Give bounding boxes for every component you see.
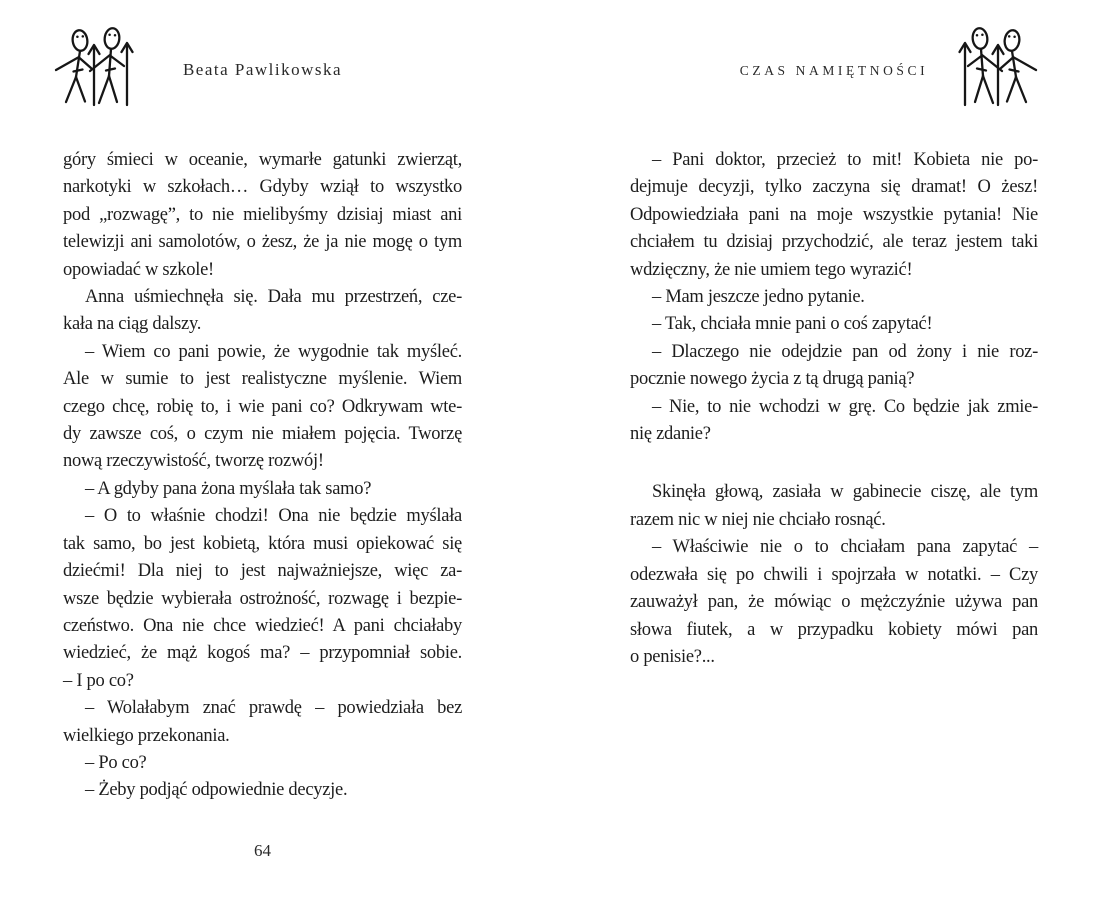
text-line: wdzięczny, że nie umiem tego wyrazić! — [630, 259, 913, 280]
text-line: góry śmieci w oceanie, wymarłe gatunki zwierząt, — [63, 150, 462, 170]
text-line: Ale w sumie to jest realistyczne myślenie. Wiem — [63, 369, 462, 390]
text-line: – A gdyby pana żona myślała tak samo? — [85, 478, 372, 499]
text-line: o penisie?... — [630, 646, 715, 667]
text-line: Odpowiedziała pani na moje wszystkie pytania! Nie — [630, 204, 1038, 225]
text-line: zauważył pan, że mówiąc o mężczyźnie używa pan — [630, 592, 1038, 613]
text-line: dy zawsze coś, o czym nie miałem pojęcia. Tworzę — [63, 424, 462, 445]
text-line: tak samo, bo jest kobietą, która musi opiekować się — [63, 533, 462, 554]
text-line: – I po co? — [63, 670, 134, 691]
text-line: razem nic w niej nie chciało rosnąć. — [630, 509, 886, 530]
right-page-text — [630, 147, 1038, 671]
text-line: pocznie nowego życia z tą drugą panią? — [630, 369, 915, 390]
text-line: nową rzeczywistość, tworzę rozwój! — [63, 451, 324, 472]
text-line: – Tak, chciała mnie pani o coś zapytać! — [652, 314, 933, 335]
text-line: wielkiego przekonania. — [63, 725, 230, 746]
text-line: dziećmi! Dla niej to jest najważniejsze, więc za- — [63, 561, 462, 582]
text-line: opowiadać w szkole! — [63, 259, 214, 280]
text-line: kała na ciąg dalszy. — [63, 314, 202, 335]
scene-break — [630, 448, 1038, 479]
text-line: wsze będzie wybierała ostrożność, rozwagę i bezpie- — [63, 588, 462, 609]
page-number: 64 — [254, 841, 271, 860]
text-line: – Wiem co pani powie, że wygodnie tak myśleć. — [85, 341, 462, 362]
text-line: pod „rozwagę”, to nie mielibyśmy dzisiaj miast ani — [63, 204, 462, 225]
text-line: – Nie, to nie wchodzi w grę. Co będzie jak zmie- — [652, 396, 1038, 417]
text-line: – Po co? — [85, 752, 147, 773]
text-line: – Pani doktor, przecież to mit! Kobieta nie po- — [652, 150, 1038, 170]
text-line: – Dlaczego nie odejdzie pan od żony i nie roz- — [652, 341, 1038, 362]
text-line: – O to właśnie chodzi! Ona nie będzie myślała — [85, 506, 462, 527]
running-head-author: Beata Pawlikowska — [182, 60, 343, 79]
text-line: – Wolałabym znać prawdę – powiedziała bez — [85, 698, 462, 719]
text-line: telewizji ani samolotów, o żesz, że ja nie mogę o tym — [63, 232, 462, 253]
left-page-text — [63, 147, 462, 805]
text-line: wiedzieć, że mąż kogoś ma? – przypomniał sobie. — [63, 643, 462, 664]
text-line: Skinęła głową, zasiała w gabinecie ciszę, ale tym — [652, 482, 1038, 503]
text-line: dejmuje decyzji, tylko zaczyna się dramat! O żesz! — [630, 177, 1038, 198]
text-line: słowa fiutek, a w przypadku kobiety mówi pan — [630, 619, 1038, 640]
text-line: czego chcę, robię to, i wie pani co? Odkrywam wte- — [63, 396, 462, 417]
text-line: – Właściwie nie o to chciałam pana zapytać – — [652, 537, 1038, 558]
text-line: Anna uśmiechnęła się. Dała mu przestrzeń, cze- — [85, 287, 462, 308]
text-line: – Żeby podjąć odpowiednie decyzje. — [85, 780, 348, 801]
text-line: narkotyki w szkołach… Gdyby wziął to wszystko — [63, 177, 462, 198]
text-line: czeństwo. Ona nie chce wiedzieć! A pani chciałaby — [63, 615, 462, 636]
text-line: nię zdanie? — [630, 424, 711, 445]
running-head-book-title: CZAS NAMIĘTNOŚCI — [739, 63, 929, 78]
text-line: odezwała się po chwili i spojrzała w notatki. – Czy — [630, 564, 1038, 585]
text-line: chciałem tu dzisiaj przychodzić, ale teraz jestem taki — [630, 232, 1038, 253]
text-line: – Mam jeszcze jedno pytanie. — [652, 287, 865, 308]
